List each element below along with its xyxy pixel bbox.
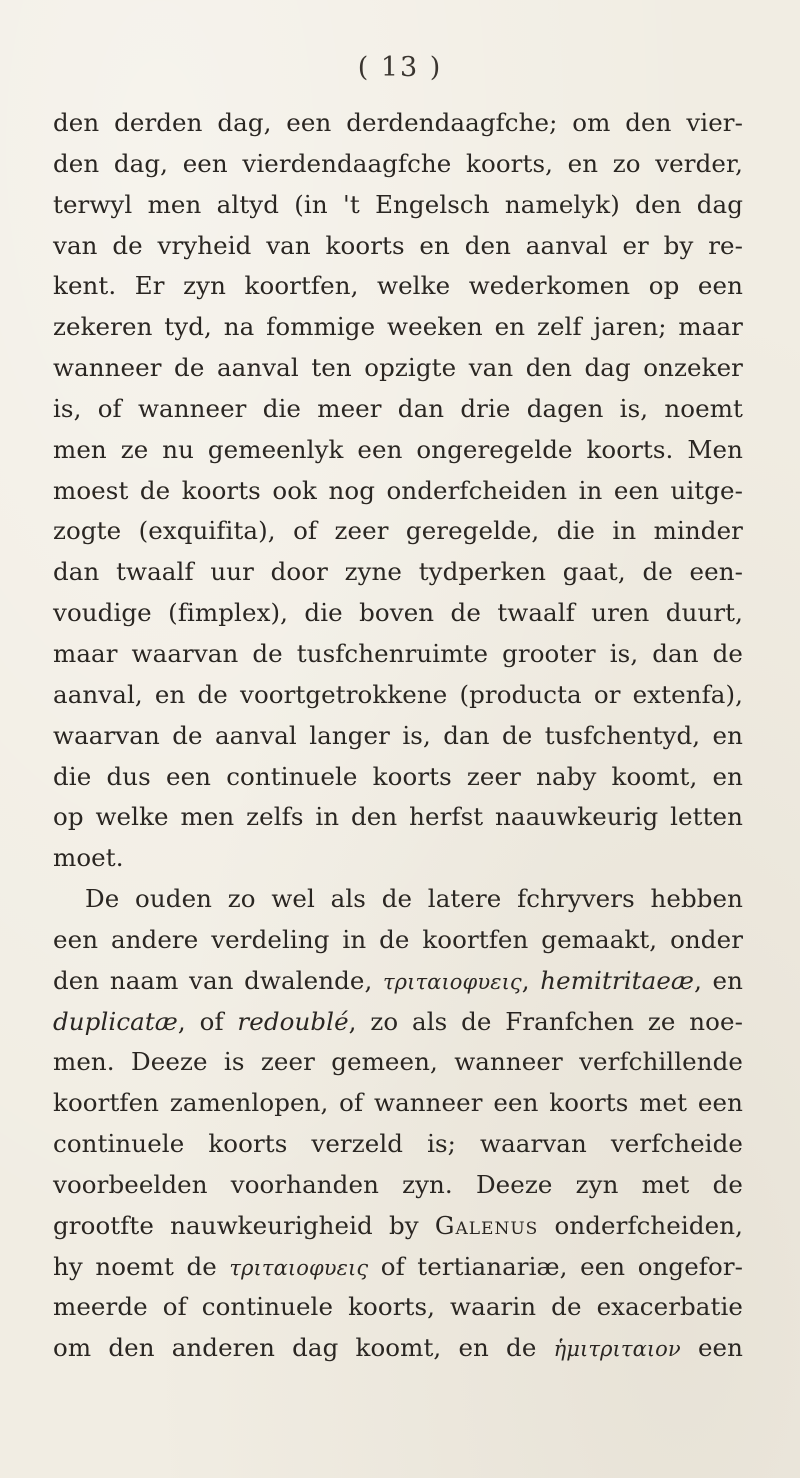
author-name: Galenus bbox=[434, 1210, 539, 1240]
text-line: moest de koorts ook nog onderfcheiden in een uitge- bbox=[53, 475, 743, 505]
text-line: voorbeelden voorhanden zyn. Deeze zyn met de bbox=[53, 1169, 743, 1199]
text-line bbox=[53, 1328, 743, 1369]
text-run: een bbox=[697, 1333, 744, 1363]
text-line: aanval, en de voortgetrokkene (producta or extenfa), bbox=[53, 679, 743, 709]
text-line: die dus een continuele koorts zeer naby koomt, en bbox=[53, 761, 743, 791]
italic-term: redoublé bbox=[237, 1006, 349, 1036]
text-line: koortfen zamenlopen, of wanneer een koorts met een bbox=[53, 1088, 743, 1118]
text-line: continuele koorts verzeld is; waarvan verfcheide bbox=[53, 1129, 743, 1159]
text-line: den derden dag, een derdendaagfche; om den vier- bbox=[53, 108, 743, 137]
text-line: van de vryheid van koorts en den aanval er by re- bbox=[53, 230, 743, 260]
page-number: ( 13 ) bbox=[357, 52, 443, 83]
text-run: , en bbox=[694, 965, 743, 995]
text-line bbox=[53, 1206, 743, 1247]
text-line: zekeren tyd, na fommige weeken en zelf jaren; maar bbox=[53, 312, 743, 342]
paragraph-2 bbox=[53, 879, 743, 1369]
body-text bbox=[53, 103, 743, 1369]
text-line: voudige (fimplex), die boven de twaalf uren duurt, bbox=[53, 598, 743, 628]
text-run: , zo als de Franfchen ze noe- bbox=[348, 1006, 744, 1036]
text-run: onderfcheiden, bbox=[554, 1210, 743, 1240]
text-run: hy noemt de bbox=[53, 1251, 217, 1281]
text-line: men. Deeze is zeer gemeen, wanneer verfchillende bbox=[53, 1047, 743, 1077]
text-line: wanneer de aanval ten opzigte van den dag onzeker bbox=[53, 353, 743, 383]
italic-term: hemitritaeæ bbox=[540, 965, 695, 995]
text-line: waarvan de aanval langer is, dan de tusfchentyd, en bbox=[53, 720, 743, 750]
text-line: terwyl men altyd (in 't Engelsch namelyk) den dag bbox=[53, 189, 743, 219]
text-line: een andere verdeling in de koortfen gemaakt, onder bbox=[53, 924, 743, 954]
text-run: grootfte nauwkeurigheid by bbox=[53, 1210, 419, 1240]
text-line bbox=[53, 1002, 743, 1043]
text-line: dan twaalf uur door zyne tydperken gaat, de een- bbox=[53, 557, 743, 587]
text-line: kent. Er zyn koortfen, welke wederkomen op een bbox=[53, 271, 743, 301]
text-line: De ouden zo wel als de latere fchryvers hebben bbox=[85, 884, 743, 914]
text-run: om den anderen dag koomt, en de bbox=[53, 1333, 537, 1363]
text-run: , bbox=[521, 965, 530, 995]
greek-term: τριταιοφυεις bbox=[229, 1255, 369, 1280]
greek-term: τριταιοφυεις bbox=[382, 969, 522, 994]
italic-term: duplicatæ bbox=[53, 1006, 178, 1036]
text-line: is, of wanneer die meer dan drie dagen is, noemt bbox=[53, 393, 743, 423]
text-line: op welke men zelfs in den herfst naauwkeurig letten bbox=[53, 802, 743, 832]
text-line: meerde of continuele koorts, waarin de exacerbatie bbox=[53, 1292, 743, 1322]
text-line bbox=[53, 1247, 743, 1288]
greek-term: ἡμιτριταιον bbox=[553, 1337, 681, 1362]
text-run: , of bbox=[177, 1006, 224, 1036]
text-line: maar waarvan de tusfchenruimte grooter is, dan de bbox=[53, 638, 743, 668]
paragraph-1 bbox=[53, 103, 743, 879]
text-line bbox=[53, 961, 743, 1002]
text-run: den naam van dwalende, bbox=[53, 965, 373, 995]
text-run: of tertianariæ, een ongefor- bbox=[380, 1251, 744, 1281]
text-line: zogte (exquifita), of zeer geregelde, die in minder bbox=[53, 516, 743, 546]
text-line: moet. bbox=[53, 843, 124, 873]
text-line: den dag, een vierdendaagfche koorts, en zo verder, bbox=[53, 148, 743, 178]
text-line: men ze nu gemeenlyk een ongeregelde koorts. Men bbox=[53, 434, 743, 464]
